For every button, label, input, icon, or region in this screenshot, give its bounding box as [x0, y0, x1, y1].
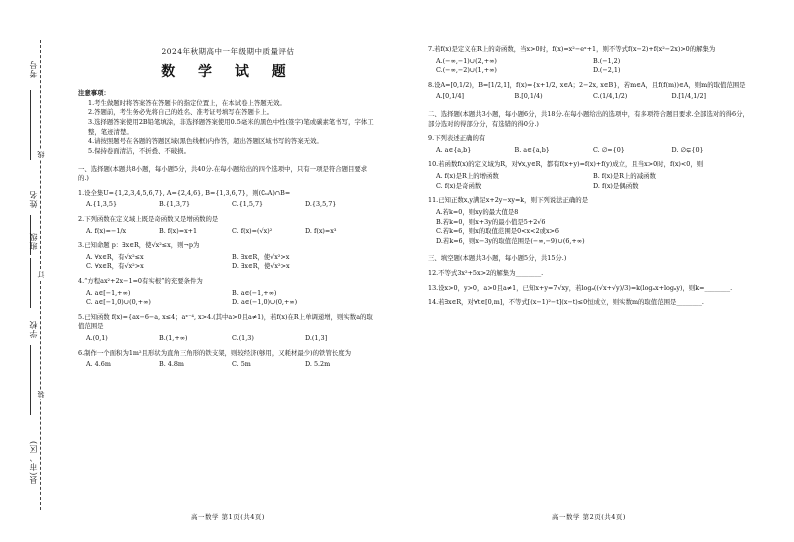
notice-block	[78, 89, 378, 156]
label-school: 学校	[29, 320, 38, 338]
question-stem: 8.设A=[0,1/2)，B=[1/2,1]，f(x)={x+1/2, x∈A；2−2x, x∈B}，若m∈A，且f(f(m))∈A，则m的取值范围是	[428, 80, 746, 89]
question	[428, 160, 750, 191]
page-footer-right: 高一数学 第2页(共4页)	[552, 513, 626, 521]
answer-option: B.(−1,2)	[593, 56, 621, 65]
answer-option: C. 5m	[232, 360, 251, 369]
left-questions	[78, 189, 378, 370]
question-options	[428, 208, 750, 246]
notice-item: 2.答题前，考生务必先将自己的姓名、准考证号填写在答题卡上。	[88, 108, 274, 117]
question-stem: 3.已知命题 p：∃x∈R，使√x²≤x，则¬p为	[78, 241, 200, 250]
answer-option: D. a∈(−1,0)∪(0,+∞)	[232, 298, 298, 307]
answer-option: C. ∅={0}	[593, 145, 625, 154]
answer-option: C. f(x)是奇函数	[436, 181, 482, 190]
question-stem: 4.“方程ax²+2x−1=0有实根”的充要条件为	[78, 277, 203, 285]
label-class: 班级	[29, 232, 38, 250]
right-column	[428, 40, 750, 308]
notice-item: 1.考生做题时将答案答在答题卡的指定位置上，在本试卷上答题无效。	[88, 98, 286, 107]
question	[78, 277, 378, 308]
answer-option: D.(−2,1)	[593, 66, 621, 75]
answer-option: C. ∀x∈R，有√x²>x	[86, 262, 144, 271]
section-3-title: 三、填空题(本题共3小题，每小题5分，共15分.)	[428, 254, 567, 263]
answer-option: A.(−∞,−1)∪(2,+∞)	[436, 56, 497, 65]
question-stem: 9.下列表述正确的有	[428, 134, 486, 143]
answer-option: B.(1,+∞)	[159, 334, 188, 343]
answer-option: D. ∃x∈R，使√x²>x	[232, 262, 290, 271]
answer-option: B. a∈{a,b}	[514, 145, 550, 154]
answer-option: B.{1,3,7}	[159, 200, 191, 209]
answer-option: A.{1,3,5}	[86, 200, 118, 209]
answer-option: C.{1,5,7}	[232, 200, 264, 209]
answer-option: C.(1,3)	[232, 334, 254, 343]
answer-option: A. f(x)是R上的增函数	[436, 172, 499, 181]
question	[78, 189, 378, 210]
answer-option: D.{3,5,7}	[305, 200, 337, 209]
answer-option: D. f(x)=x³	[305, 226, 337, 235]
answer-option: A. a∈[−1,+∞)	[86, 288, 131, 297]
binding-strip	[0, 0, 60, 542]
answer-option: D.[1/4,1/2]	[671, 92, 707, 101]
answer-option: D.(1,3]	[305, 334, 328, 343]
answer-option: B. ∃x∈R，使√x²>x	[232, 252, 290, 261]
question-options	[428, 172, 750, 191]
question-options	[78, 334, 378, 344]
answer-option: C. f(x)=(√x)²	[232, 226, 273, 235]
question	[428, 196, 750, 246]
answer-option: C.若k=6，则x的取值范围是0<x<2或x>6	[436, 227, 559, 236]
question-stem: 7.若f(x)是定义在R上的奇函数，当x>0时，f(x)=x²−eˣ+1，则不等式f(x−2)+f(x²−2x)>0的解集为	[428, 45, 716, 53]
field-line-school	[30, 345, 32, 415]
fill-in-question: 12.不等式3x²+5x>2的解集为________.	[428, 268, 544, 277]
question-stem: 10.若函数f(x)的定义域为R，对∀x,y∈R，都有f(x+y)=f(x)+f(y)成立，且当x>0时，f(x)<0，则	[428, 160, 704, 169]
multi-choice-questions	[428, 134, 750, 246]
notice-item: 3.选择题答案使用2B铅笔填涂，非选择题答案使用0.5毫米的黑色中性(签字)笔或碳素笔书写，字体工整，笔迹清楚。	[88, 118, 374, 136]
question	[78, 241, 378, 272]
answer-option: A.(0,1)	[86, 334, 108, 343]
question-options	[78, 227, 378, 237]
answer-option: B. a∈(−1,+∞)	[232, 288, 277, 297]
question-stem: 2.下列函数在定义域上既是奇函数又是增函数的是	[78, 214, 219, 223]
question	[428, 81, 750, 102]
question-options	[428, 146, 750, 156]
label-exam-number: 考号	[29, 60, 38, 78]
notice-item: 5.保持卷面清洁，不折叠、不破损。	[88, 146, 190, 155]
label-county: 县(市、区)	[29, 440, 38, 485]
fill-in-question: 14.若∃x∈R，对∀t∈[0,m]，不等式[(x−1)²−t](x−t)≤0恒成立，则实数m的取值范围是________.	[428, 298, 704, 307]
answer-option: C.(1/4,1/2)	[593, 92, 628, 101]
question-stem: 6.制作一个面积为1m²且形状为直角三角形的铁支架，则较经济(够用，又耗材最少)的铁管长度为	[78, 348, 352, 357]
question	[428, 45, 750, 76]
question-options	[78, 289, 378, 308]
section-2-title: 二、选择题(本题共3小题，每小题6分，共18分.在每小题给出的选项中，有多项符合题目要求.全部选对的得6分，部分选对的得部分分，有选错的得0分.)	[428, 110, 749, 128]
answer-option: C.(−∞,−2)∪(1,+∞)	[436, 66, 497, 75]
answer-option: A. f(x)=−1/x	[86, 226, 127, 235]
question-options	[428, 57, 750, 76]
answer-option: D.若k=6，则x−3y的取值范围是(−∞,−9)∪(6,+∞)	[436, 236, 585, 245]
question-options	[78, 253, 378, 272]
question	[78, 313, 378, 344]
notice-title: 注意事项：	[78, 89, 110, 98]
answer-option: B.[0,1/4)	[514, 92, 543, 101]
answer-option: B. f(x)是R上的减函数	[593, 172, 656, 181]
question	[428, 134, 750, 155]
seal-word-install: 装	[37, 391, 45, 398]
question-options	[78, 360, 378, 370]
question-stem: 11.已知正数x,y满足x+2y−xy=k，则下列说法正确的是	[428, 196, 589, 205]
question-options	[428, 92, 750, 102]
answer-option: A.[0,1/4]	[436, 92, 465, 101]
fill-in-question: 13.设x>0，y>0，a>0且a≠1，已知x+y=7√xy，若logₐ((√x+√y)/3)=k(logₐx+logₐy)，则k=________.	[428, 283, 733, 292]
field-line-class	[30, 258, 32, 308]
section-1-title: 一、选择题(本题共8小题，每小题5分，共40分.在每小题给出的四个选项中，只有一项是符合题目要求的.)	[78, 164, 368, 183]
answer-option: B. f(x)=x+1	[159, 226, 198, 235]
seal-word-bind: 订	[37, 271, 45, 278]
exam-title: 2024年秋期高中一年级期中质量评估	[161, 47, 295, 56]
seal-word-line: 线	[37, 151, 45, 158]
question-stem: 1.设全集U={1,2,3,4,5,6,7}, A={2,4,6}, B={1,3,6,7}，则(∁ᵤA)∩B=	[78, 188, 291, 197]
answer-option: C. a∈[−1,0)∪(0,+∞)	[86, 298, 151, 307]
answer-option: A. a∈{a,b}	[436, 145, 472, 154]
answer-option: D. f(x)是偶函数	[593, 181, 639, 190]
question	[78, 215, 378, 236]
question-options	[78, 200, 378, 210]
right-single-choice-questions	[428, 45, 750, 102]
page-footer-left: 高一数学 第1页(共4页)	[191, 513, 265, 521]
question	[78, 349, 378, 370]
notice-item: 4.请按照题号在各题的答题区域(黑色线框)内作答，超出答题区域书写的答案无效。	[88, 137, 323, 146]
subject-title: 数 学 试 题	[161, 64, 295, 81]
question-stem: 5.已知函数 f(x)={ax−6−a, x≤4；aˣ⁻⁴, x>4.(其中a>0且a≠1)，若f(x)在R上单调递增，则实数a的取值范围是	[78, 312, 373, 331]
answer-option: B. 4.8m	[159, 360, 184, 369]
left-column	[78, 40, 378, 370]
answer-option: D. 5.2m	[305, 360, 331, 369]
fill-in-questions	[428, 269, 750, 308]
label-name: 姓名	[29, 190, 38, 208]
answer-option: A. 4.6m	[86, 360, 111, 369]
answer-option: A.若k=0，则xy的最大值是8	[436, 207, 519, 216]
field-line-exam-number	[30, 90, 32, 160]
answer-option: D. ∅⊊{0}	[671, 145, 704, 154]
answer-option: B.若k=0，则x+3y的最小值是5+2√6	[436, 217, 546, 226]
answer-option: A. ∀x∈R，有√x²≤x	[86, 252, 144, 261]
